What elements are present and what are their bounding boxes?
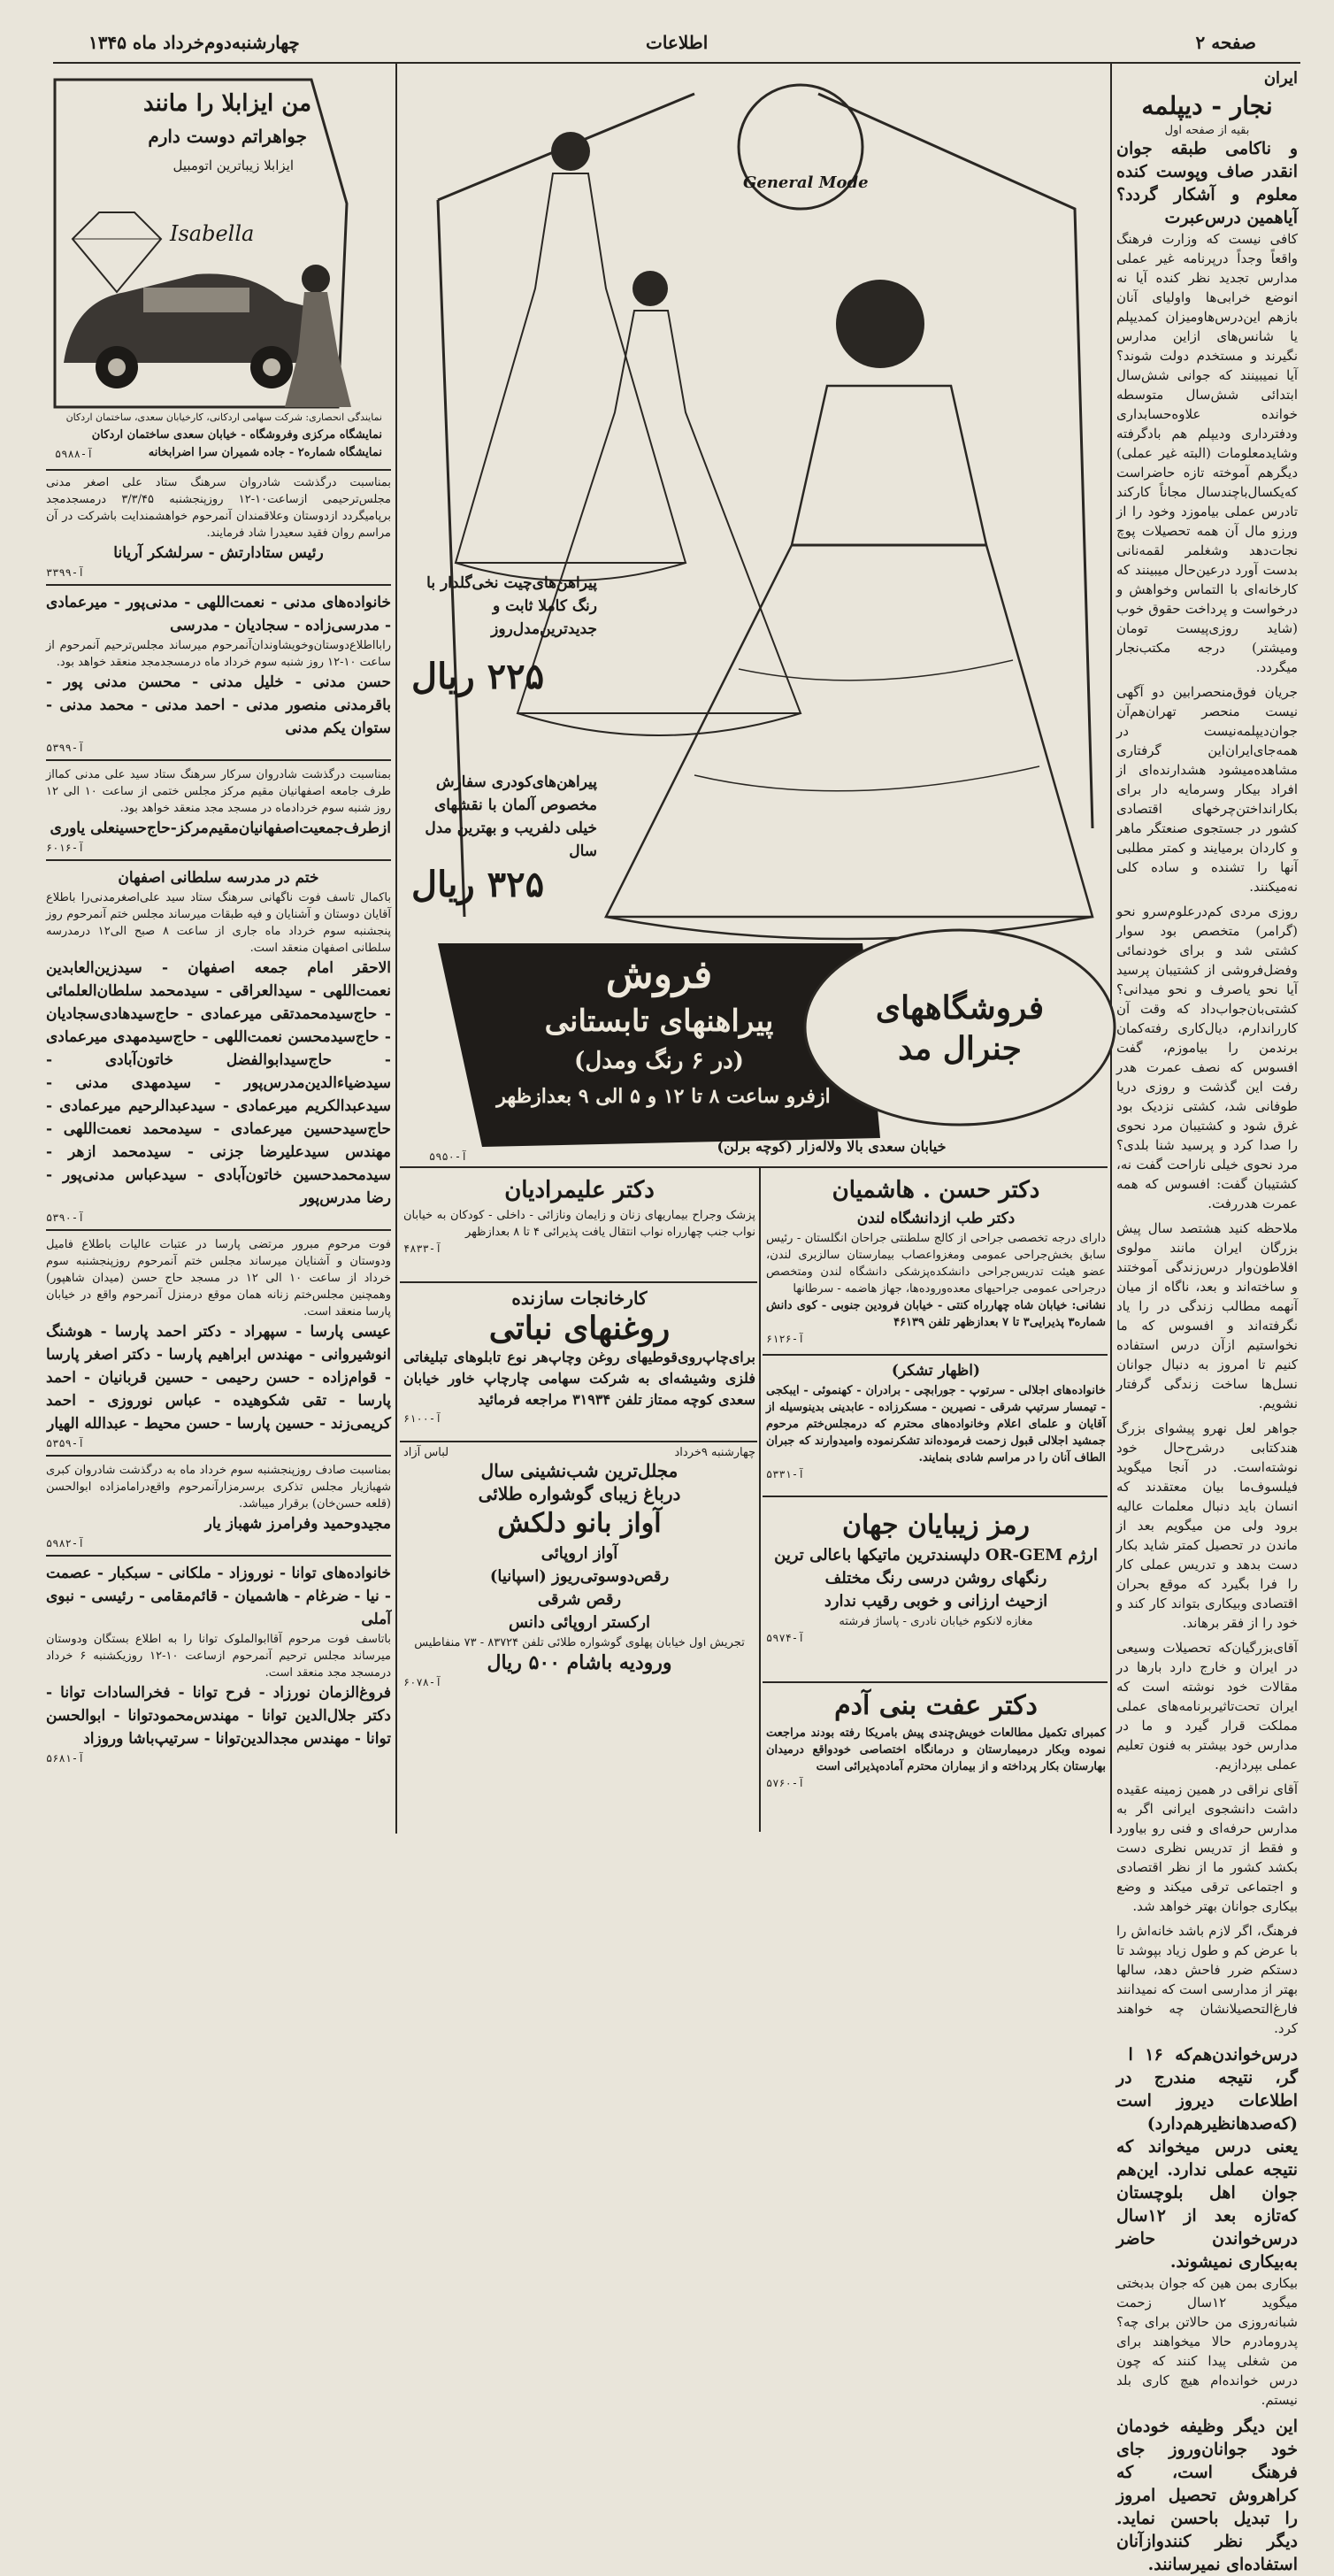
article-column xyxy=(1116,69,1298,2574)
article-paragraph: آقای‌بزرگیان‌که تحصیلات وسیعی در ایران و خارج دارد بارها در مقالات خود نوشته است که ایران تحت‌تاثیر‌برنامه‌های عملی مملکت قرار گیرد و ما در مدارس خود بیشتر به فنون تعلیم عملی بپردازیم. xyxy=(1116,1640,1298,1772)
notice-families: خانواده‌های توانا - نوروزاد - ملکانی - سبکبار - عصمت - نیا - ضرغام - هاشمیان - قائم‌مقامی - رئیسی - نبوی آملی xyxy=(46,1565,391,1628)
notice-text: بمناسبت درگذشت شادروان سرهنگ ستاد علی اصغر مدنی مجلس‌ترحیمی ازساعت۱۰-۱۲ روزپنجشنبه ۳/۳/۴۵ درمسجدمجد برپامیگردد ازدوستان وعلاقمندان آنمرحوم خواهشمندایت باشرکت در آن مراسم روان فقید سعیدرا شاد فرمایند. xyxy=(46,476,391,540)
cabaret-line: رقص‌دوسوتی‌ریوز (اسپانیا) xyxy=(489,1567,670,1586)
article-paragraph: بیکاری بمن هین که جوان بدبختی میگوید ۱۲سال زحمت شبانه‌روزی من حالاتن برای چه؟ پدرومادرم حالا میخواهند برای من شغلی پیدا کنند که چون درس خوانده‌ام هیچ کاری بلد نیستم. xyxy=(1116,2275,1298,2408)
article-highlight: درس‌خواندن‌هم‌که ۱۶ ا ‌ گر، نتیجه مندرج در اطلاعات دیروز است (که‌صدها‌نظیر‌هم‌دارد) یعنی درس میخواند که نتیجه عملی ندارد. این‌هم جوان اهل بلوچستان که‌تازه بعد از ۱۲سال درس‌خواندن حاضر به‌بیکاری نمیشوند. xyxy=(1116,2045,1298,2272)
ad-code: آ-۶۰۷۸ xyxy=(403,1676,442,1688)
notice-text: فوت مرحوم مبرور مرتضی پارسا در عتبات عالیات باطلاع فامیل ودوستان و آشنایان میرساند مجلس ختم آنمرحوم روزپنجشنبه سوم خرداد از ساعت ۱۰ الی ۱۲ در مسجد حاج حسن (میدان شاهپور) وهمچنین مجلس‌ختم زنانه همان موقع درمنزل آنمرحوم واقع در خیابان پارسا منعقد است. xyxy=(46,1238,391,1319)
doctor-hashemian-ad xyxy=(766,1173,1106,1350)
article-paragraph: فرهنگ، اگر لازم باشد خانه‌اش را با عرض کم و طول زیاد بپوشد تا دستکم ضرر فاحش دهد، سالها بهتر از مدارسی است که نمیدانند فارغ‌التحصیلانشان چه خواهند کرد. xyxy=(1116,1923,1298,2036)
notice-names: عیسی پارسا - سپهراد - دکتر احمد پارسا - هوشنگ انوشیروانی - مهندس ابراهیم پارسا - دکتر اصغر پارسا - قوام‌زاده - حسن رحیمی - حسین قربانیان - احمد پارسا - تقی شکوهیده - عباس نوروزی - احمد کریمی‌زند - حسین پارسا - حسن محیط - عبدالله الهیار xyxy=(46,1323,391,1433)
beauty-text-2: ازحیث ارزانی و خوبی رقیب ندارد xyxy=(824,1592,1048,1611)
cabaret-line: ارکستر اروپائی دانس xyxy=(508,1613,651,1632)
sale-title: فروش xyxy=(605,952,713,997)
newspaper-name: اطلاعات xyxy=(646,32,709,53)
section-label: ایران xyxy=(1263,69,1298,88)
doctor-aliadian-ad xyxy=(403,1173,755,1280)
general-mode-logo: General Mode xyxy=(743,173,869,192)
notice-code: آ-۵۳۹۹ xyxy=(46,742,85,754)
general-mode-ad xyxy=(402,67,1106,1165)
doctor-name: دکتر عفت بنی آدم xyxy=(834,1690,1038,1721)
cabaret-line: درباغ زیبای گوشواره طلائی xyxy=(478,1483,681,1504)
sale-hours: ازفرو ساعت ۸ تا ۱۲ و ۵ الی ۹ بعدازظهر xyxy=(496,1085,831,1108)
notice-names: الاحقر امام جمعه اصفهان - سیدزین‌العابدین نعمت‌اللهی - سیدالعراقی - سیدمحمد سلطان‌العلمائی - حاج‌سیدمحمدتقی میرعمادی - حاج‌سیدهادی‌سجادیان - حاج‌سیدمحسن نعمت‌اللهی - حاج‌سیدمهدی میرعمادی - حاج‌سیدابوالفضل خاتون‌آبادی - سیدضیاءالدین‌مدرس‌پور - سیدمهدی مدنی - سیدعبدالکریم میرعمادی - سیدعبدالرحیم میرعمادی - حاج‌سیدحسین میرعمادی - سیدمحمد نعمت‌اللهی - مهندس سیدعلیرضا جزنی - سیدمحمد ازهر - سیدمحمدحسین خاتون‌آبادی - سیدعباس مدنی‌پور - رضا مدرس‌پور xyxy=(46,959,391,1207)
dress2-description: پیراهن‌های‌کودری سفارش مخصوص آلمان با نقشهای خیلی دلفریب و بهترین مدل سال xyxy=(425,773,597,860)
thanks-title: (اظهار تشکر) xyxy=(891,1362,981,1380)
article-closing: این دیگر وظیفه خودمان خود جوانان‌وروز جای فرهنگ است، که کراهروش تحصیل امروز را تبدیل‌ باحسن‌ نماید. دیگر نظر کنندوازآنان استفاده‌ای‌ نمیرسانند. xyxy=(1116,2417,1298,2574)
store-address: خیابان سعدی بالا ولاله‌زار (کوچه برلن) xyxy=(717,1138,947,1155)
notice-code: آ-۵۹۸۲ xyxy=(46,1537,85,1549)
isabella-dealer: نمایندگی انحصاری: شرکت سهامی اردکانی، کارخیابان سعدی، ساختمان اردکان xyxy=(65,411,382,423)
beauty-text-1: ارژم OR-GEM دلپسندترین ماتیکها باعالی ترین رنگهای روشن درسی رنگ مختلف xyxy=(774,1546,1098,1588)
beauty-ad xyxy=(766,1501,1106,1678)
thanks-text: خانواده‌های اجلالی - سرتوپ - جورابچی - برادران - کهنموئی - ایبکجی - تیمسار سرتیپ شرقی - نصیرین - مسکرزاده - عابدینی بدینوسیله از آقایان و علمای اعلام وخانواده‌های محترم که درمجلس‌ختم مرحوم جمشید اجلالی قبول زحمت فرموده‌اند تشکرنموده وامیدوارند که جبران الطاف آنان را در مراسم شادی بنمایند. xyxy=(766,1384,1106,1465)
doctor-name: دکتر حسن . هاشمیان xyxy=(832,1177,1040,1203)
oil-title: روغنهای نباتی xyxy=(488,1310,671,1347)
dress1-description: پیراهن‌های‌چیت نخی‌گلدار با رنگ کاملا ثابت و جدیدترین‌مدل‌روز xyxy=(426,574,597,638)
ad-code: آ-۶۱۲۶ xyxy=(766,1333,805,1345)
oil-pre-title: کارخانجات سازنده xyxy=(511,1288,648,1309)
dress1-price: ۲۲۵ ریال xyxy=(411,656,545,697)
cabaret-ticket: ورودیه باشام ۵۰۰ ریال xyxy=(487,1651,672,1674)
cabaret-line: رقص شرقی xyxy=(537,1590,622,1609)
notice-code: آ-۵۶۸۱ xyxy=(46,1752,85,1765)
article-paragraph: جریان فوق‌منحصرابین دو آگهی نیست منحصر تهران‌هم‌آن جوان‌دیپلمه‌نیست در همه‌جای‌ایران‌این گرفتاری مشاهده‌میشود هشدارنده‌ای از افراد بیکار وسرمایه دار برای بکارانداختن‌چرخهای اقتصادی کشور در جستجوی صنعتگر ماهر و کاردان برمیایند و کمتر مطلبی آنها را تشنده و ساده کلی نه‌میکنند. xyxy=(1116,684,1298,895)
cabaret-address: تجریش‌ اول خیابان پهلوی گوشواره طلائی تلفن ۸۳۷۲۴ - ۷۳ منفاطیس xyxy=(414,1636,745,1649)
masthead xyxy=(35,23,1300,58)
notice-code: آ-۵۳۵۹ xyxy=(46,1437,85,1449)
article-paragraph: ملاحظه کنید هشتصد سال پیش بزرگان ایران مانند مولوی افلاطون‌وار درس‌زندگی آموختند و ساخته‌اند و بعد، ناگاه از میان آنهمه مطالب زندگی در را یاد نگرفته‌اند و افسوس که ما نخواستیم ازآن درس استفاده کنیم تا امروز به دنبال جوانان نسل‌ها ساخت زندگی گرفتار نشویم. xyxy=(1116,1220,1298,1411)
notice-text: بمناسبت صادف روزپنجشنبه سوم خرداد ماه به درگذشت شادروان کبری شهبازیار مجلس تذکری برسرمزارآنمرحوم واقع‌درامامزاده ابوالحسن (قلعه حسن‌خان) برقرار میباشد. xyxy=(46,1464,391,1511)
notice-text: باتاسف‌ فوت‌ مرحوم آقاابوالملوک توانا را به اطلاع بستگان ودوستان میرساند مجلس ترحیم آنمرحوم ازساعت ۱۰-۱۲ روزیکشنبه ۶ خرداد درمسجد مجد منعقد است. xyxy=(46,1633,392,1680)
cabaret-date: چهارشنبه ۹خرداد xyxy=(674,1446,755,1459)
ad-code: آ-۵۹۸۸ xyxy=(55,448,94,460)
notice-signature: رئیس ستادارتش - سرلشکر آریانا xyxy=(113,544,324,562)
notice-code: آ-۶۰۱۶ xyxy=(46,842,85,854)
cabaret-line: مجلل‌ترین شب‌نشینی سال xyxy=(480,1460,678,1481)
article-paragraph: جواهر لعل نهرو پیشوای بزرگ هندکتابی درشرح‌حال خود نوشته‌است. در آنجا میگوید فیلسوف‌ما بیان معتقدند که انسان باید دنبال معلمات عالیه برود ولی من میگویم بعد از ماندن در تحصیل کمتر شاید بکار دست بدهد و تدریس عملی کار را فرا بگیرد که موقع بحران اقتصادی وبیکاری بتواند کار کند و خود را از فقر برهاند. xyxy=(1116,1420,1298,1631)
beauty-shop: مغازه لانکوم خیابان نادری - پاساژ فرشته xyxy=(839,1615,1033,1628)
cabaret-line: آواز اروپائی xyxy=(540,1544,618,1563)
isabella-slogan-3: ایزابلا زیباترین اتومبیل xyxy=(172,158,294,173)
ad-code: آ-۴۸۳۳ xyxy=(403,1242,442,1255)
notice-names: حسن مدنی - خلیل مدنی - محسن مدنی پور - باقرمدنی منصور مدنی - احمد مدنی - محمد مدنی - ستوان یکم مدنی xyxy=(46,673,391,737)
isabella-ad xyxy=(46,71,391,467)
notice-names: فروغ‌الزمان نورزاد - فرح توانا - فخرالسادات توانا - دکتر جلال‌الدین توانا - مهندس‌محمود‌توانا - ابوالحسن توانا - مهندس‌ مجدالدین‌توانا - سرتیپ‌باشا وروزاد xyxy=(46,1684,391,1748)
cabaret-ad xyxy=(403,1446,755,1828)
doctor-name: دکتر علیمرادیان xyxy=(504,1177,655,1203)
ad-code: آ-۵۳۳۱ xyxy=(766,1468,805,1480)
article-intro: بقیه از صفحه اول xyxy=(1164,124,1250,137)
isabella-showroom-2: نمایشگاه شماره۲ - جاده شمیران سرا اضرابخانه xyxy=(148,446,382,459)
beauty-title: رمز زیبایان جهان xyxy=(841,1510,1031,1541)
doctor-description: دارای درجه تخصصی جراحی از کالج سلطنتی جراحان انگلستان - رئیس سابق بخش‌جراحی عمومی ومغزواعصاب بیمارستان سالزبری لندن، عضو هیئت تدریس‌جراحی دانشکده‌پزشکی دانشگاه لندن ومتخصص درجراحی عمومی جراحیهای معده‌وروده‌ها، جهاز هاضمه - سرطانها xyxy=(766,1232,1106,1296)
ad-code: آ-۵۷۶۰ xyxy=(766,1777,805,1789)
ad-code: آ-۵۹۷۴ xyxy=(766,1632,805,1644)
notice-families: خانواده‌های مدنی - نعمت‌اللهی - مدنی‌پور - میرعمادی - مدرسی‌زاده - سجادیان - مدرسی xyxy=(46,594,391,634)
isabella-slogan-2: جواهراتم دوست دارم xyxy=(148,126,307,147)
issue-date: چهارشنبه‌دوم‌خرداد ماه ۱۳۴۵ xyxy=(88,32,300,53)
notice-code: آ-۳۳۹۹ xyxy=(46,566,85,579)
article-paragraph: آقای نراقی در همین زمینه عقیده داشت دانشجوی ایرانی اگر به مدارس حرفه‌ای و فنی رو بیاورد و فقط از تدریس نظری دست بکشد کشور ما از نظر اقتصادی و اجتماعی ترقی میکند و وضع بیکاری جوانان بهتر خواهد شد. xyxy=(1116,1781,1298,1914)
isabella-showroom-1: نمایشگاه مرکزی وفروشگاه - خیابان سعدی ساختمان اردکان xyxy=(91,428,382,442)
doctor-degree: دکتر طب ازدانشگاه لندن xyxy=(856,1210,1016,1227)
notice-code: آ-۵۳۹۰ xyxy=(46,1211,85,1224)
article-paragraph: کافی نیست که وزارت فرهنگ واقعاً وجداً درپرنامه غیر عملی مدارس تجدید نظر کنده آیا نه انوضع خرابی‌ها واولیای آنان بازهم این‌درس‌ها‌ومیزان کمدیپلم یا شانس‌های ازاین مدارس نگیرند و مستخدم دولت شوند؟ آیا نمیبینند که جوانی شش‌سال ابتدائی شش‌سال متوسطه خوانده علاوه‌حسابداری ودفترداری ودیپلم هم بادگرفته وشایدمعلومات (البته غیر عملی) دیگرهم آموخته تازه حاضراست که‌یکسال‌باچندسال مجاناً کارکند تادرس عملی بیاموزد وخود را از ورزو مال آن همه تحصیلات پوچ نجات‌دهد وشغلمر لقمه‌نانی بدست آورد درعین‌حال میبینند که کارخانه‌ای با التماس وخواهش و درخواست و پرداخت حقوق خوب (شاید روزی‌پیست تومان ومیشتر) درجه مکتب‌نجار میگردد. xyxy=(1116,231,1298,675)
isabella-brand: Isabella xyxy=(170,221,255,246)
notice-title: ختم در مدرسه سلطانی اصفهان xyxy=(118,869,319,887)
ad-code: آ-۵۹۵۰ xyxy=(429,1150,468,1163)
notice-signature: مجیدوحمید وفرامرز شهباز یار xyxy=(204,1515,391,1533)
ad-code: آ-۶۱۰۰ xyxy=(403,1412,442,1425)
stores-name: فروشگاههای جنرال مد xyxy=(875,989,1045,1067)
thanks-notice xyxy=(766,1359,1106,1492)
cabaret-line: آواز بانو دلکش xyxy=(497,1508,662,1539)
sale-sub: (در ۶ رنگ ومدل) xyxy=(574,1048,744,1074)
dress2-price: ۳۲۵ ریال xyxy=(411,864,545,905)
notice-text: بمناسبت درگذشت شادروان سرکار سرهنگ ستاد سید علی مدنی کما‌از طرف جامعه اصفهانیان مقیم مرکز مجلس ختمی از ساعت ۱۰ الی ۱۲ روز شنبه سوم خردادماه در مسجد مجد منعقد خواهد بود. xyxy=(46,768,391,815)
article-paragraph: روزی مردی کم‌درعلوم‌سرو نحو (گرامر) متخصص بود سوار کشتی شد و برای خودنمائی وفضل‌فروشی از کشتیبان پرسید آیا نحو یاصرف و نحو میدانی؟ کشتی‌بان‌جواب‌داد که وقت آن کارراندارم، دیال‌کاری رفته‌کمان برندمن را بیاموزم، گفت افسوس که نصف عمرت هدر رفت این گذشت و روزی دریا طوفانی شد، کشتی نزدیک بود غرق شود و کشتیبان مرد نحوی را صدا کرد و پرسید شنا بلدی؟ مرد نحوی خیلی ناراحت گفت نه، کشتیبان گفت: افسوس که همه عمرت هدررفت. xyxy=(1116,904,1298,1211)
notice-signature: ازطرف‌جمعیت‌اصفهانیان‌مقیم‌مرکز-حاج‌حسینعلی یاوری xyxy=(50,819,391,837)
cabaret-dress-code: لباس آزاد xyxy=(403,1446,449,1459)
doctor-description: پزشک وجراح بیماریهای زنان و زایمان ونازائی - داخلی - کودکان به خیابان نواب جنب چهارراه نواب انتقال یافت پذیرائی ۴ تا ۸ بعدازظهر xyxy=(403,1209,755,1239)
obituary-column xyxy=(46,474,391,1828)
doctor-effat-ad xyxy=(766,1687,1106,1828)
notice-text: باکمال تاسف فوت‌ ناگهانی‌ سرهنگ‌ ستاد سید علی‌اصغرمدنی‌را باطلاع آقایان دوستان و آشنایان و فیه طبقات میرساند مجلس ختم آنمرحوم روز پنجشنبه سوم خرداد ماه جاری از ساعت ۸ صبح الی۱۲ درمدرسه سلطانی اصفهان منعقد است. xyxy=(46,891,391,955)
vegetable-oil-ad xyxy=(403,1287,755,1437)
oil-text: برای‌چاپ‌روی‌قوطیهای روغن وچاپ‌هر نوع تابلوهای تبلیغاتی فلزی وشیشه‌ای به شرکت سهامی چارچاپ خاور خیابان سعدی کوچه ممتاز تلفن ۳۱۹۳۴ مراجعه فرمائید xyxy=(403,1349,755,1408)
article-lead: و ناکامی طبقه جوان انقدر صاف وپوست کنده معلوم و آشکار گردد؟ آیاهمین درس‌عبرت xyxy=(1116,139,1298,227)
doctor-description: کمبرای تکمیل مطالعات خویش‌چندی پیش بامریکا رفته بودند مراجعت نموده وبکار درمیمارستان و درمانگاه اختصاصی خودواقع درمیدان بهارستان بکار پرداخته و از بیماران محترم آماده‌پذیرائی است xyxy=(766,1726,1106,1773)
notice-text: رابااطلاع‌دوستان‌وخویشاوندان‌آنمرحوم میرساند مجلس‌ترحیم آنمرحوم از ساعت ۱۰-۱۲ روز شنبه سوم خرداد ماه درمسجدمجد منعقد خواهد بود. xyxy=(46,639,391,669)
article-title: نجار - دیپلمه xyxy=(1141,91,1273,120)
page-number: صفحه ۲ xyxy=(1195,32,1256,53)
isabella-slogan-1: من ایزابلا را مانند xyxy=(142,90,311,117)
sale-line: پیراهنهای تابستانی xyxy=(544,1003,774,1039)
doctor-address: نشانی: خیابان شاه چهارراه کنتی - خیابان فرودین جنوبی - کوی دانش شماره۳ پذیرایی۳ تا ۷ بعدازظهر تلفن ۴۶۱۳۹ xyxy=(766,1299,1106,1329)
